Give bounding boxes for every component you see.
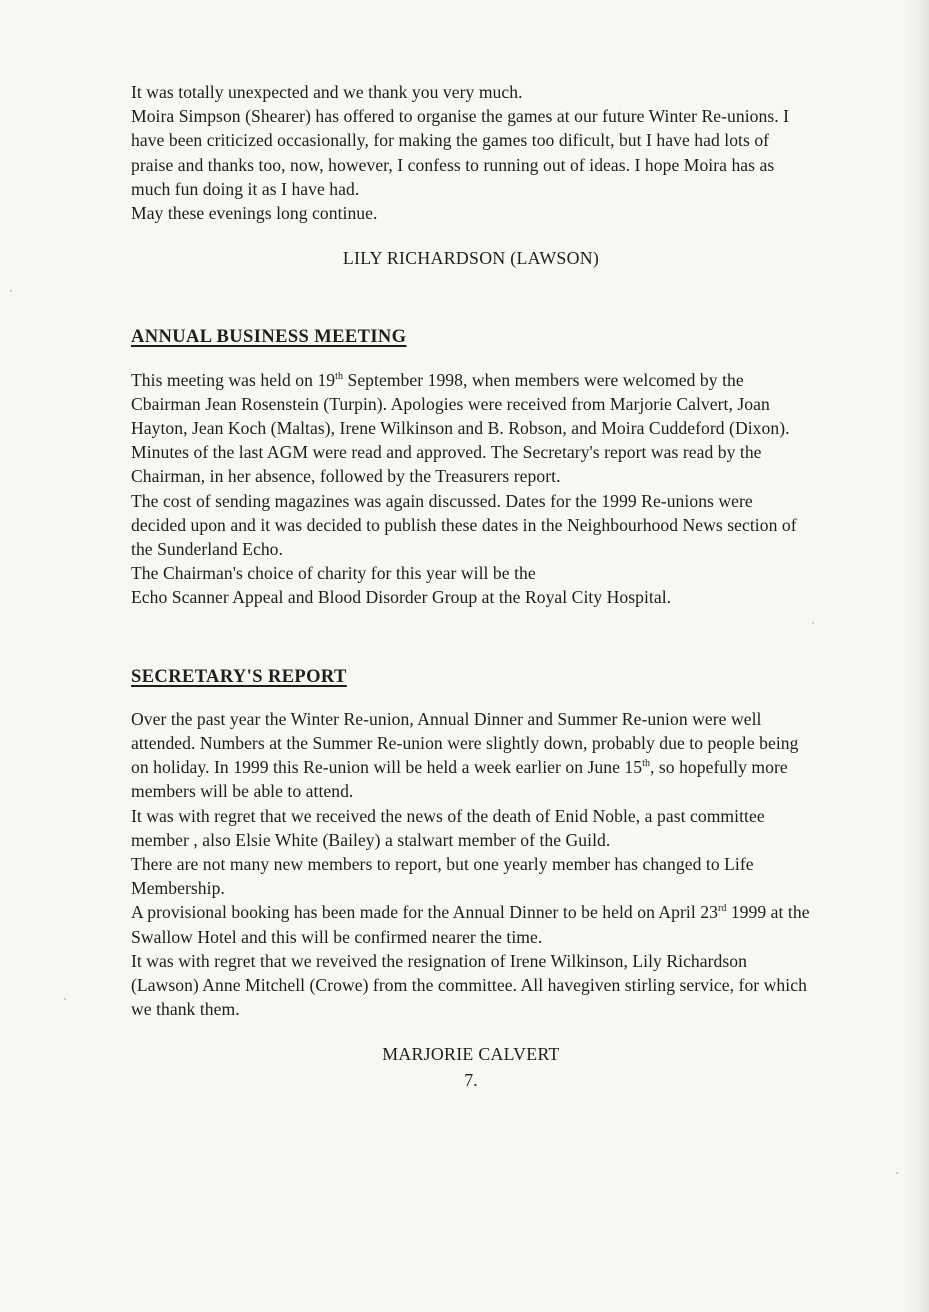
secretary-members-paragraph: There are not many new members to report, but one yearly member has changed to Life Membership.	[131, 854, 754, 899]
intro-thanks-line: It was totally unexpected and we thank you very much.	[131, 82, 523, 102]
document-body	[131, 80, 811, 1092]
agm-text: September 1998, when members were welcomed by the Cbairman Jean Rosenstein (Turpin). Apologies were received from Marjorie Calvert, Joan Hayton, Jean Koch (Maltas), Irene Wilkinson and B. Robson, and Moira Cuddeford (Dixon).	[131, 369, 790, 439]
ordinal-suffix: th	[642, 758, 650, 770]
agm-paragraph	[131, 368, 811, 441]
secretary-text: Over the past year the Winter Re-union, Annual Dinner and Summer Re-union were well attended. Numbers at the Summer Re-union were slightly down, probably due to people being on holiday. In 1999 this Re-union will be held a week earlier on June 15	[131, 708, 799, 778]
ordinal-suffix: rd	[717, 903, 727, 915]
secretary-text: 1999 at the Swallow Hotel and this will be confirmed nearer the time.	[131, 902, 810, 947]
ordinal-suffix: th	[335, 370, 344, 382]
agm-text: This meeting was held on 19	[131, 369, 336, 390]
scan-speck	[896, 1172, 898, 1174]
secretary-text: , so hopefully more members will be able to attend.	[131, 757, 788, 802]
secretary-report-heading: SECRETARY'S REPORT	[131, 666, 347, 687]
scan-speck	[64, 998, 66, 1000]
page-number: 7.	[464, 1069, 478, 1090]
intro-closing-line: May these evenings long continue.	[131, 203, 378, 224]
intro-games-paragraph: Moira Simpson (Shearer) has offered to organise the games at our future Winter Re-unions. I have been criticized occasionally, for making the games too dificult, but I have had lots of praise and thanks too, now, however, I confess to running out of ideas. I hope Moira has as much fun doing it as I have had.	[131, 106, 790, 199]
scan-edge-shadow	[903, 0, 929, 1312]
secretary-attendance-paragraph	[131, 707, 811, 804]
scan-speck	[812, 622, 814, 624]
intro-signature: LILY RICHARDSON (LAWSON)	[342, 248, 600, 269]
secretary-text: A provisional booking has been made for the Annual Dinner to be held on April 23	[131, 902, 718, 923]
secretary-regret-paragraph: It was with regret that we received the news of the death of Enid Noble, a past committee member , also Elsie White (Bailey) a stalwart member of the Guild.	[131, 805, 765, 850]
scan-speck	[10, 290, 12, 292]
secretary-signature: MARJORIE CALVERT	[382, 1043, 560, 1064]
secretary-dinner-paragraph	[131, 900, 811, 948]
agm-magazines-paragraph: The cost of sending magazines was again discussed. Dates for the 1999 Re-unions were decided upon and it was decided to publish these dates in the Neighbourhood News section of the Sunderland Echo.	[131, 490, 797, 560]
secretary-resignation-paragraph: It was with regret that we reveived the resignation of Irene Wilkinson, Lily Richardson (Lawson) Anne Mitchell (Crowe) from the committee. All havegiven stirling service, for which we thank them.	[131, 950, 807, 1020]
agm-charity-line: The Chairman's choice of charity for this year will be the	[131, 563, 536, 584]
agm-heading: ANNUAL BUSINESS MEETING	[131, 327, 407, 348]
agm-charity-name: Echo Scanner Appeal and Blood Disorder Group at the Royal City Hospital.	[131, 587, 672, 608]
agm-minutes-paragraph: Minutes of the last AGM were read and approved. The Secretary's report was read by the Chairman, in her absence, followed by the Treasurers report.	[131, 442, 762, 487]
